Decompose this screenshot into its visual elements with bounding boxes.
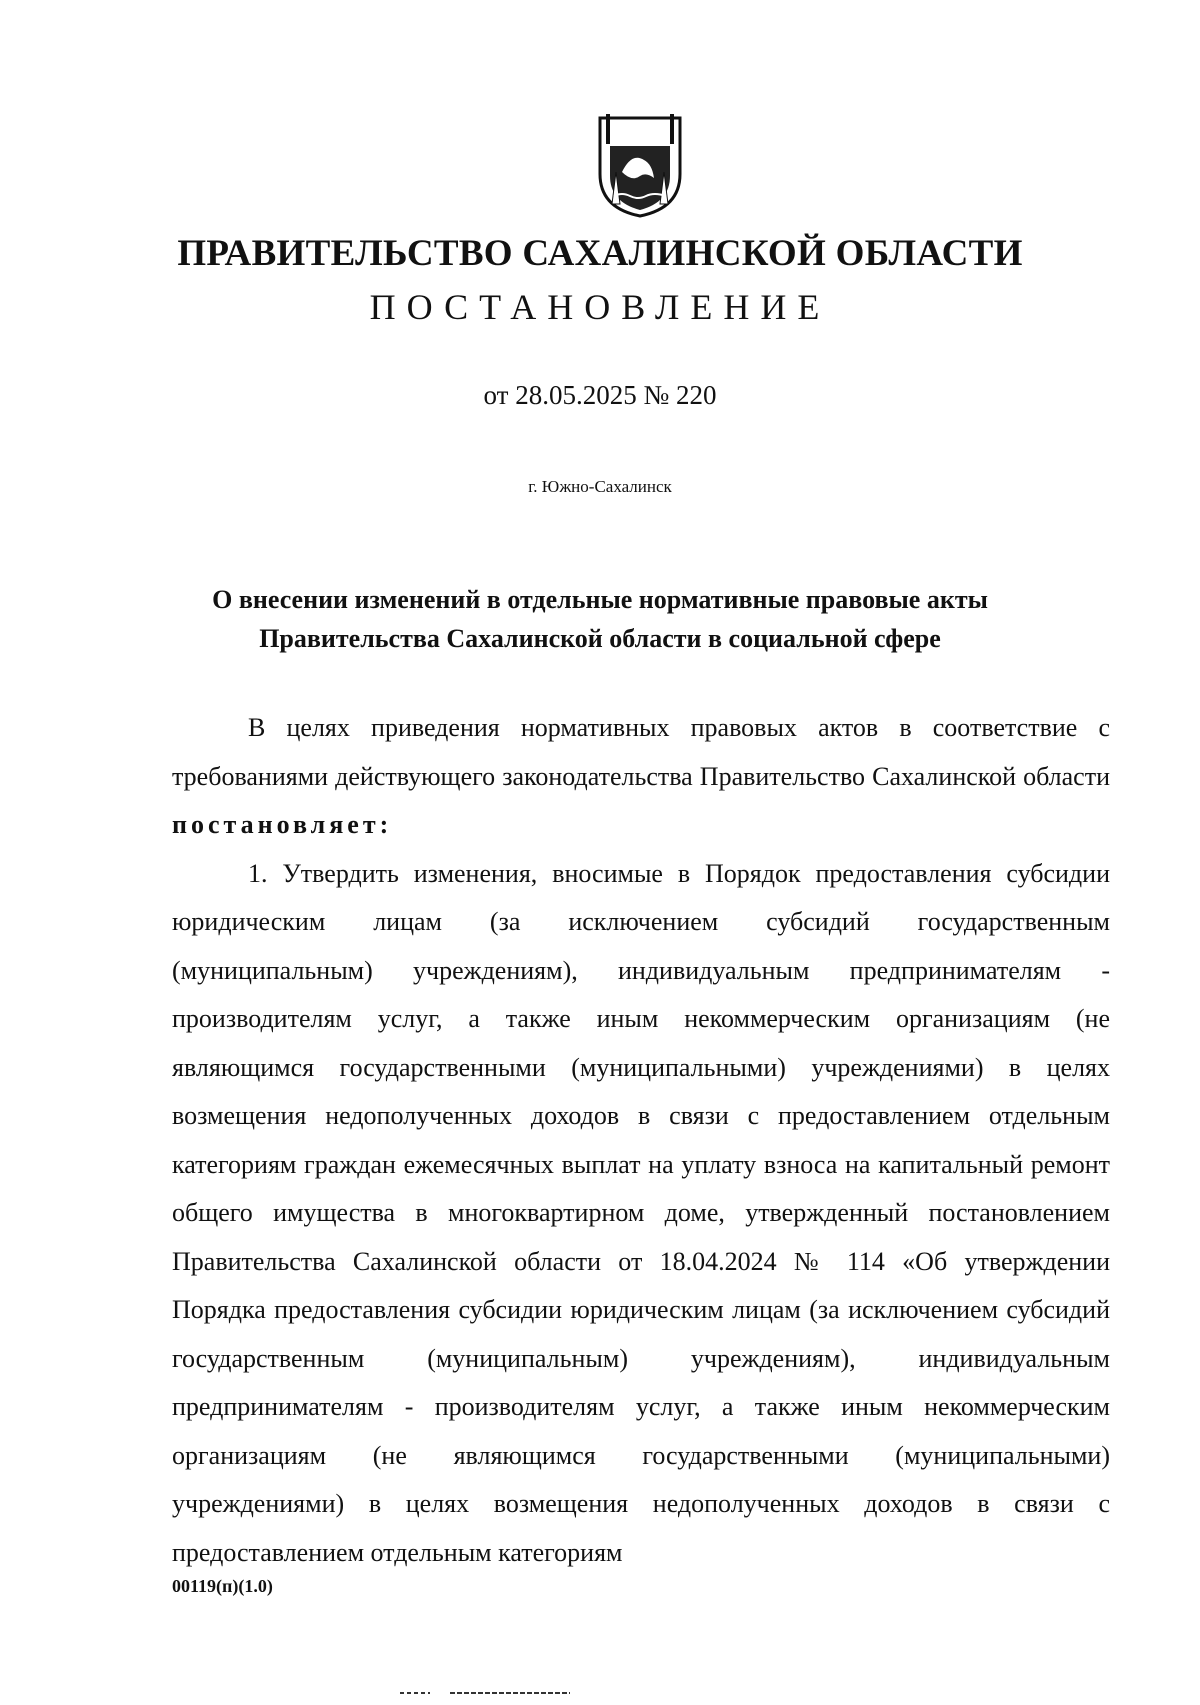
document-body [172,704,1110,1577]
preamble-paragraph [172,704,1110,850]
form-code: 00119(п)(1.0) [172,1576,273,1596]
subject-line-2: Правительства Сахалинской области в социальной сфере [259,624,941,653]
document-subject [172,580,1028,658]
subject-line-1: О внесении изменений в отдельные нормативные правовые акты [212,585,988,614]
document-date-number: от 28.05.2025 № 220 [483,380,717,410]
coat-of-arms-icon [592,112,688,218]
document-city: г. Южно-Сахалинск [528,477,672,496]
decree-word: постановляет: [172,810,393,839]
document-type: ПОСТАНОВЛЕНИЕ [369,287,831,327]
government-title: ПРАВИТЕЛЬСТВО САХАЛИНСКОЙ ОБЛАСТИ [177,233,1023,274]
item-1-paragraph: 1. Утвердить изменения, вносимые в Порядок предоставления субсидии юридическим лицам (за исключением субсидий государственным (муниципальным) учреждениям), индивидуальным предпринимателям - производителям услуг, а также иным некоммерческим организациям (не являющимся государственными (муниципальными) учреждениями) в целях возмещения недополученных доходов в связи с предоставлением отдельным категориям граждан ежемесячных выплат на уплату взноса на капитальный ремонт общего имущества в многоквартирном доме, утвержденный постановлением Правительства Сахалинской области от 18.04.2024 № 114 «Об утверждении Порядка предоставления субсидии юридическим лицам (за исключением субсидий государственным (муниципальным) учреждениям), индивидуальным предпринимателям - производителям услуг, а также иным некоммерческим организациям (не являющимся государственными (муниципальными) учреждениями) в целях возмещения недополученных доходов в связи с предоставлением отдельным категориям [172,858,1110,1567]
preamble-text: В целях приведения нормативных правовых актов в соответствие с требованиями действующего законодательства Правительство Сахалинской области [172,713,1110,791]
scan-artifact-marks [400,1688,640,1698]
